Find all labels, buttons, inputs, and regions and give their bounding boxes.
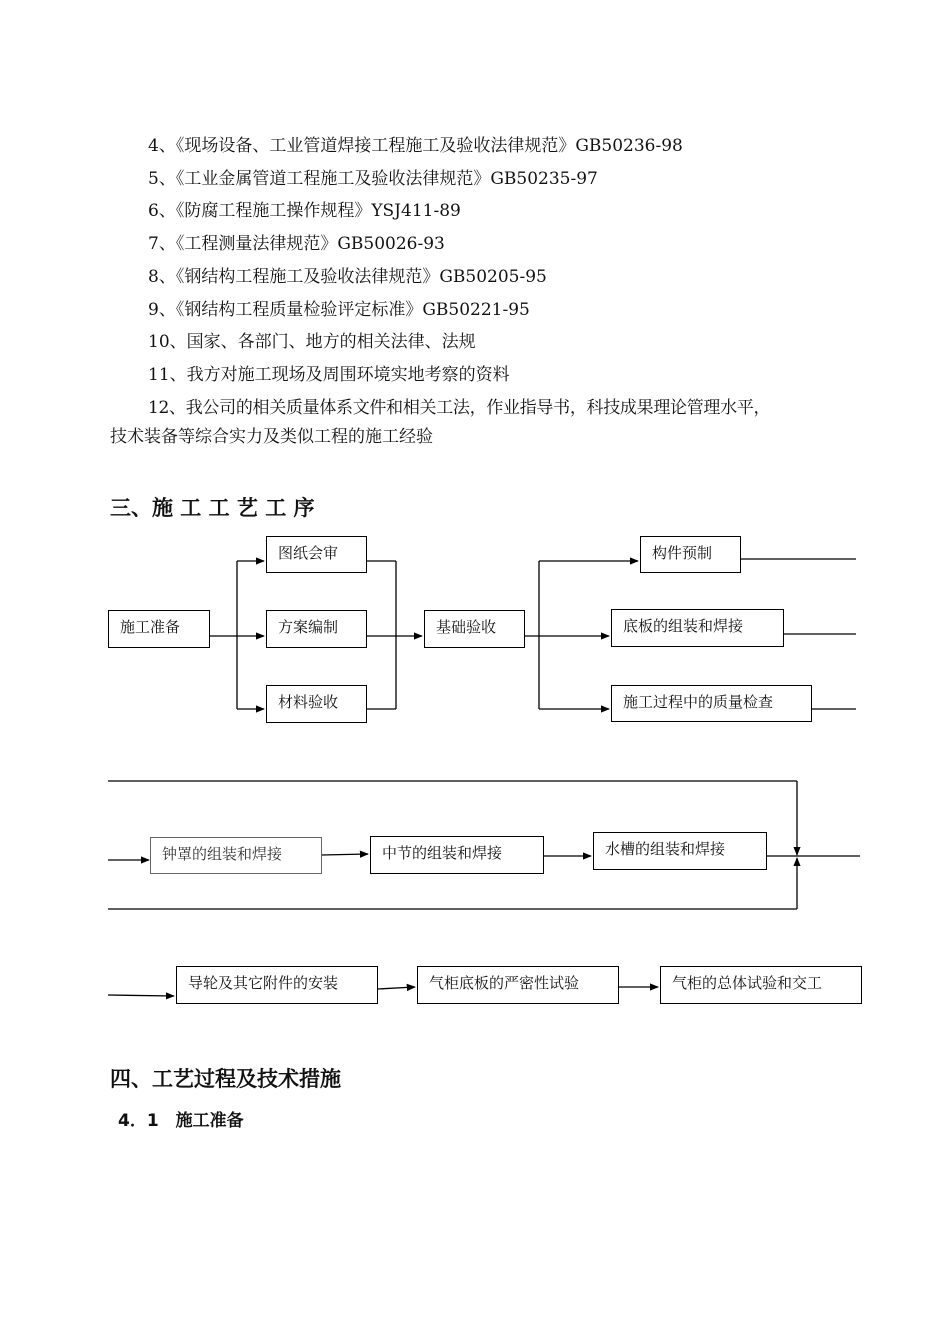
flow-step-drawing-review: 图纸会审 [266, 536, 367, 573]
reference-item: 7、《工程测量法律规范》GB50026-93 [148, 234, 445, 254]
flow-step-prep: 施工准备 [108, 610, 210, 648]
flow-step-middle: 中节的组装和焊接 [370, 836, 544, 874]
subsection-heading: 4．1 施工准备 [118, 1111, 244, 1131]
reference-item: 4、《现场设备、工业管道焊接工程施工及验收法律规范》GB50236-98 [148, 136, 683, 156]
flow-step-foundation-check: 基础验收 [424, 610, 525, 648]
flow-step-bottom-plate: 底板的组装和焊接 [611, 609, 784, 647]
flow-step-tightness: 气柜底板的严密性试验 [417, 966, 619, 1004]
reference-item: 9、《钢结构工程质量检验评定标准》GB50221-95 [148, 300, 530, 320]
flow-step-final: 气柜的总体试验和交工 [660, 966, 862, 1004]
reference-item: 10、国家、各部门、地方的相关法律、法规 [148, 332, 476, 352]
reference-item: 11、我方对施工现场及周围环境实地考察的资料 [148, 365, 510, 385]
reference-item: 12、我公司的相关质量体系文件和相关工法，作业指导书，科技成果理论管理水平， [148, 398, 771, 418]
reference-item: 6、《防腐工程施工操作规程》YSJ411-89 [148, 201, 461, 221]
section-heading: 四、工艺过程及技术措施 [110, 1067, 341, 1091]
flow-step-material-check: 材料验收 [266, 685, 367, 723]
flow-step-prefab: 构件预制 [640, 536, 741, 573]
flow-step-quality-check: 施工过程中的质量检查 [611, 685, 812, 722]
section-heading: 三、施 工 工 艺 工 序 [110, 496, 315, 520]
reference-item-continuation: 技术装备等综合实力及类似工程的施工经验 [110, 427, 433, 447]
flow-step-guide: 导轮及其它附件的安装 [176, 966, 378, 1004]
reference-item: 8、《钢结构工程施工及验收法律规范》GB50205-95 [148, 267, 547, 287]
flow-step-tank: 水槽的组装和焊接 [593, 832, 767, 870]
reference-item: 5、《工业金属管道工程施工及验收法律规范》GB50235-97 [148, 169, 598, 189]
flow-step-bell: 钟罩的组装和焊接 [150, 837, 322, 874]
flow-step-plan-compile: 方案编制 [266, 610, 367, 648]
